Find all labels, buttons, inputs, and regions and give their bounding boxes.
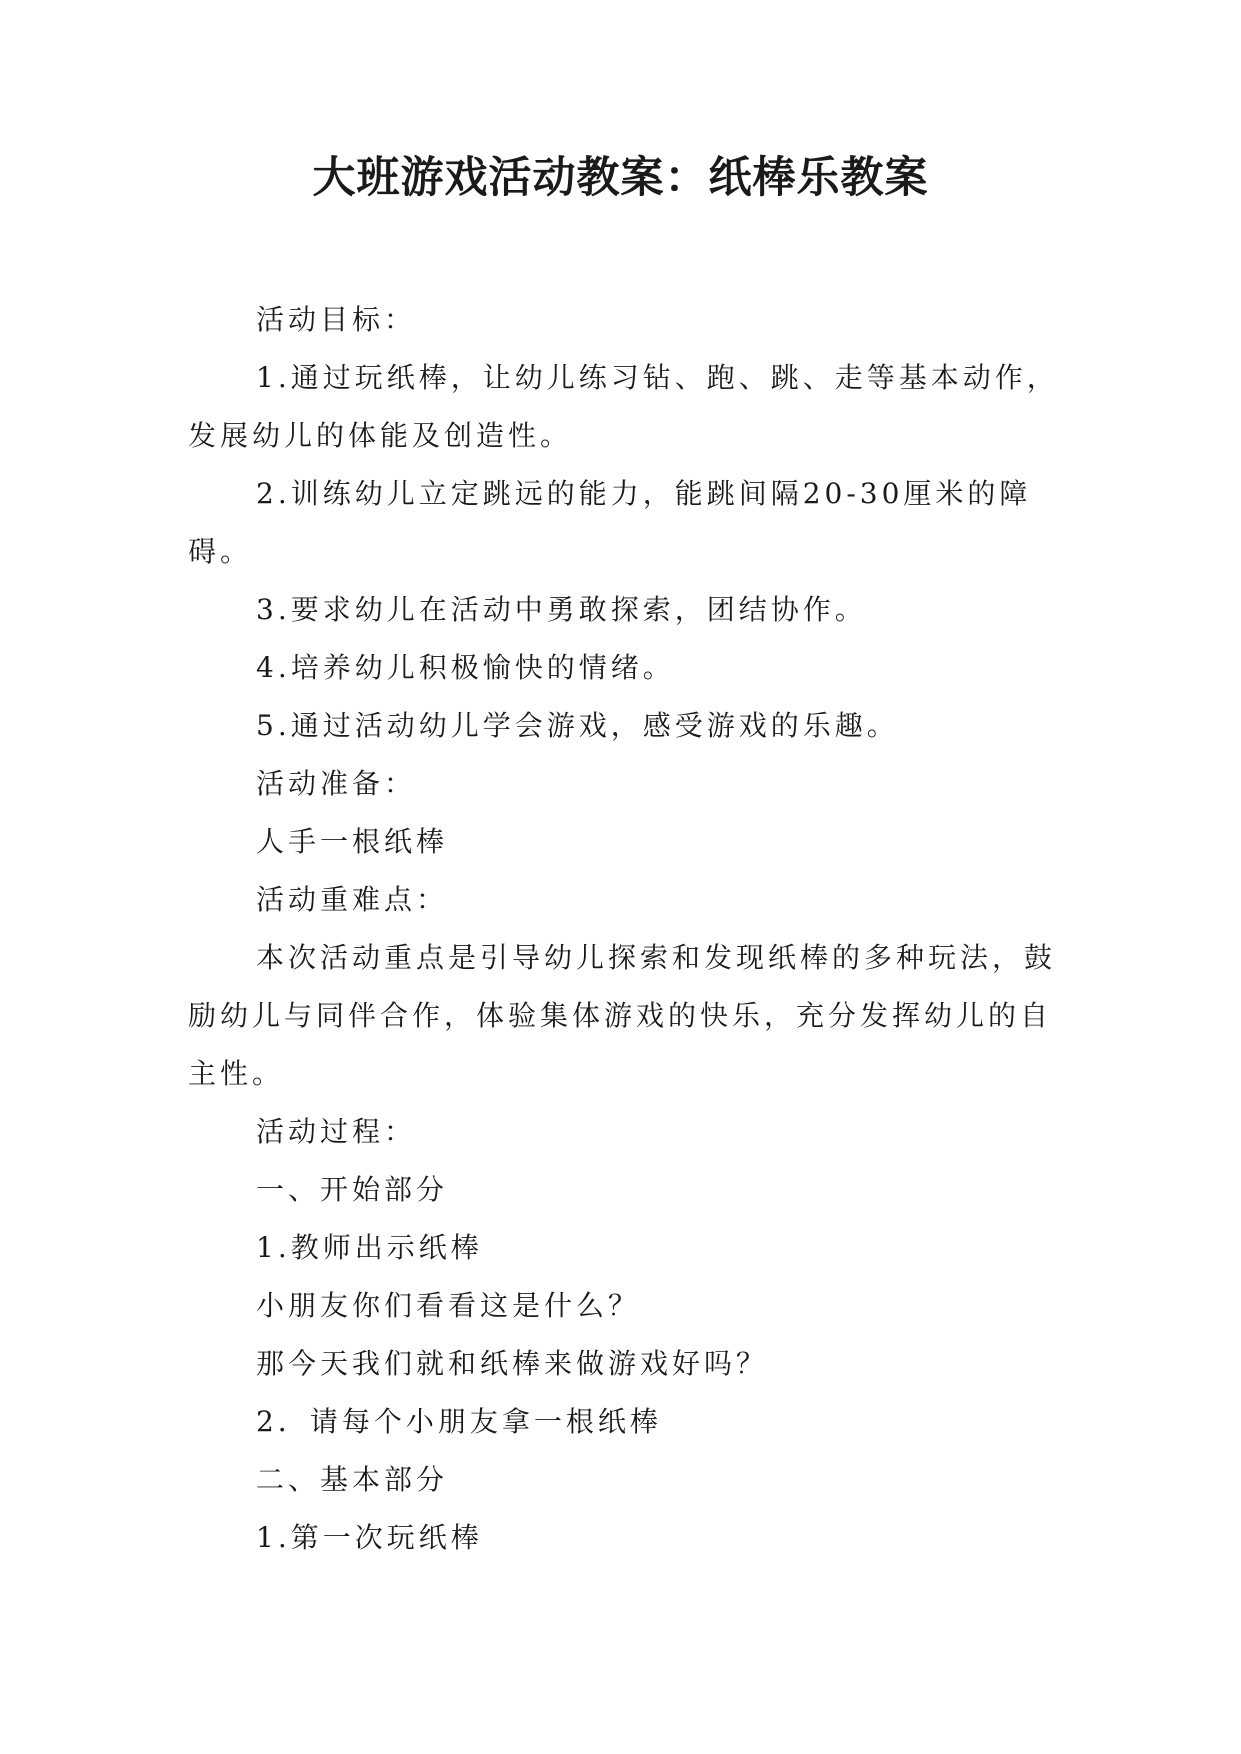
paragraph-preparation-heading: 活动准备： xyxy=(256,767,417,800)
document-body xyxy=(188,291,1068,1567)
paragraph-objective-5: 5.通过活动幼儿学会游戏，感受游戏的乐趣。 xyxy=(256,709,899,742)
paragraph-question-1: 小朋友你们看看这是什么？ xyxy=(256,1289,641,1322)
paragraph-objective-3: 3.要求幼儿在活动中勇敢探索，团结协作。 xyxy=(256,593,867,626)
document-title: 大班游戏活动教案：纸棒乐教案 xyxy=(312,153,929,203)
paragraph-key-points-heading: 活动重难点： xyxy=(256,883,449,916)
paragraph-question-2: 那今天我们就和纸棒来做游戏好吗？ xyxy=(256,1347,769,1380)
paragraph-basic-step-1: 1.第一次玩纸棒 xyxy=(256,1521,483,1554)
paragraph-objectives-heading: 活动目标： xyxy=(256,303,417,336)
paragraph-objective-2: 2.训练幼儿立定跳远的能力，能跳间隔20-30厘米的障碍。 xyxy=(188,477,1032,568)
paragraph-step-1: 1.教师出示纸棒 xyxy=(256,1231,483,1264)
paragraph-step-2: 2．请每个小朋友拿一根纸棒 xyxy=(256,1405,662,1438)
paragraph-objective-1: 1.通过玩纸棒，让幼儿练习钻、跑、跳、走等基本动作，发展幼儿的体能及创造性。 xyxy=(188,361,1059,452)
paragraph-key-points: 本次活动重点是引导幼儿探索和发现纸棒的多种玩法，鼓励幼儿与同伴合作，体验集体游戏的快乐，充分发挥幼儿的自主性。 xyxy=(188,941,1057,1090)
paragraph-process-heading: 活动过程： xyxy=(256,1115,417,1148)
paragraph-preparation: 人手一根纸棒 xyxy=(256,825,449,858)
paragraph-objective-4: 4.培养幼儿积极愉快的情绪。 xyxy=(256,651,675,684)
paragraph-section-start: 一、开始部分 xyxy=(256,1173,449,1206)
paragraph-section-basic: 二、基本部分 xyxy=(256,1463,449,1496)
